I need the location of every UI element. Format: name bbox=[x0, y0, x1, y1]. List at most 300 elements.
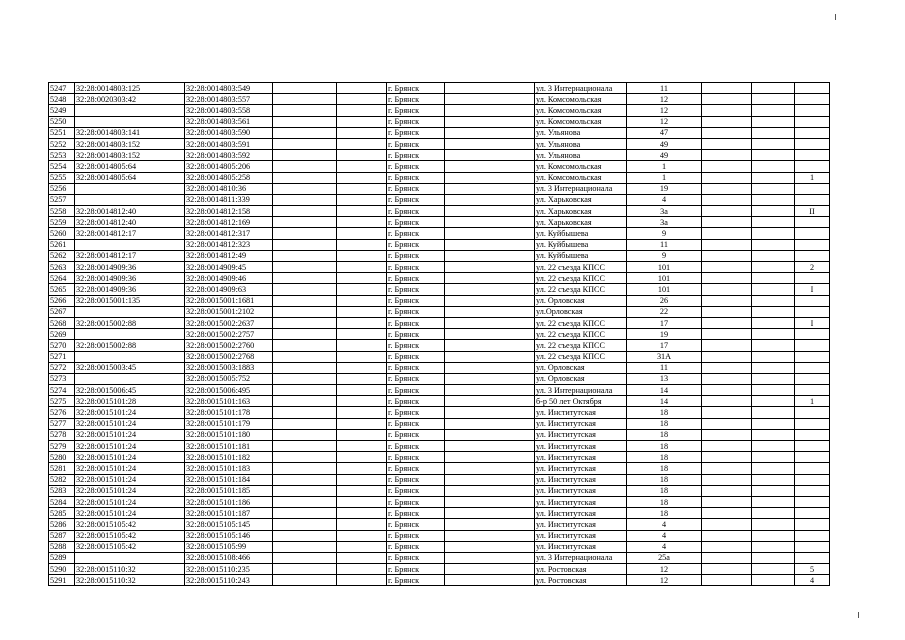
old-cadastral-number-cell: 32:28:0015101:24 bbox=[75, 407, 185, 418]
cadastral-number-cell: 32:28:0014805:258 bbox=[185, 172, 273, 183]
empty-cell bbox=[752, 552, 795, 563]
cadastral-number-cell: 32:28:0015002:2768 bbox=[185, 351, 273, 362]
city-cell: г. Брянск bbox=[387, 485, 445, 496]
empty-cell bbox=[337, 541, 387, 552]
street-cell: ул. 22 съезда КПСС bbox=[535, 329, 627, 340]
city-cell: г. Брянск bbox=[387, 329, 445, 340]
city-cell: г. Брянск bbox=[387, 496, 445, 507]
empty-cell bbox=[273, 407, 337, 418]
registry-table bbox=[48, 82, 830, 586]
table-row bbox=[49, 105, 830, 116]
table-row bbox=[49, 429, 830, 440]
cadastral-number-cell: 32:28:0015101:185 bbox=[185, 485, 273, 496]
empty-cell bbox=[702, 407, 752, 418]
city-cell: г. Брянск bbox=[387, 105, 445, 116]
cadastral-number-cell: 32:28:0015101:187 bbox=[185, 508, 273, 519]
street-cell: ул. Институтская bbox=[535, 418, 627, 429]
empty-cell bbox=[445, 452, 535, 463]
city-cell: г. Брянск bbox=[387, 127, 445, 138]
cadastral-number-cell: 32:28:0015101:184 bbox=[185, 474, 273, 485]
house-number-cell: 4 bbox=[627, 519, 702, 530]
cadastral-number-cell: 32:28:0015006:495 bbox=[185, 385, 273, 396]
cadastral-number-cell: 32:28:0014803:557 bbox=[185, 94, 273, 105]
empty-cell bbox=[702, 94, 752, 105]
street-cell: ул. Институтская bbox=[535, 463, 627, 474]
premises-number-cell bbox=[795, 228, 830, 239]
house-number-cell: 18 bbox=[627, 441, 702, 452]
premises-number-cell bbox=[795, 239, 830, 250]
empty-cell bbox=[273, 172, 337, 183]
empty-cell bbox=[337, 295, 387, 306]
street-cell: ул. Институтская bbox=[535, 496, 627, 507]
house-number-cell: 12 bbox=[627, 575, 702, 586]
house-number-cell: 18 bbox=[627, 407, 702, 418]
empty-cell bbox=[752, 541, 795, 552]
house-number-cell: 11 bbox=[627, 362, 702, 373]
street-cell: ул. Харьковская bbox=[535, 217, 627, 228]
city-cell: г. Брянск bbox=[387, 94, 445, 105]
empty-cell bbox=[273, 83, 337, 94]
empty-cell bbox=[273, 385, 337, 396]
empty-cell bbox=[273, 396, 337, 407]
empty-cell bbox=[273, 552, 337, 563]
empty-cell bbox=[445, 172, 535, 183]
table-row bbox=[49, 385, 830, 396]
house-number-cell: 14 bbox=[627, 385, 702, 396]
cadastral-number-cell: 32:28:0015005:752 bbox=[185, 373, 273, 384]
row-number-cell: 5256 bbox=[49, 183, 75, 194]
street-cell: ул. Институтская bbox=[535, 474, 627, 485]
empty-cell bbox=[752, 150, 795, 161]
cadastral-number-cell: 32:28:0015105:145 bbox=[185, 519, 273, 530]
premises-number-cell bbox=[795, 519, 830, 530]
old-cadastral-number-cell: 32:28:0014805:64 bbox=[75, 172, 185, 183]
empty-cell bbox=[337, 496, 387, 507]
empty-cell bbox=[337, 407, 387, 418]
premises-number-cell bbox=[795, 429, 830, 440]
empty-cell bbox=[273, 239, 337, 250]
empty-cell bbox=[752, 485, 795, 496]
row-number-cell: 5254 bbox=[49, 161, 75, 172]
row-number-cell: 5273 bbox=[49, 373, 75, 384]
empty-cell bbox=[445, 418, 535, 429]
empty-cell bbox=[337, 273, 387, 284]
house-number-cell: 101 bbox=[627, 284, 702, 295]
row-number-cell: 5270 bbox=[49, 340, 75, 351]
city-cell: г. Брянск bbox=[387, 284, 445, 295]
empty-cell bbox=[752, 138, 795, 149]
row-number-cell: 5286 bbox=[49, 519, 75, 530]
empty-cell bbox=[337, 217, 387, 228]
house-number-cell: 11 bbox=[627, 83, 702, 94]
empty-cell bbox=[702, 564, 752, 575]
cadastral-number-cell: 32:28:0014810:36 bbox=[185, 183, 273, 194]
old-cadastral-number-cell: 32:28:0015110:32 bbox=[75, 564, 185, 575]
street-cell: ул. 3 Интернационала bbox=[535, 83, 627, 94]
old-cadastral-number-cell: 32:28:0015002:88 bbox=[75, 340, 185, 351]
empty-cell bbox=[702, 452, 752, 463]
empty-cell bbox=[445, 519, 535, 530]
row-number-cell: 5276 bbox=[49, 407, 75, 418]
old-cadastral-number-cell: 32:28:0015002:88 bbox=[75, 317, 185, 328]
table-row bbox=[49, 508, 830, 519]
old-cadastral-number-cell: 32:28:0014909:36 bbox=[75, 273, 185, 284]
table-row bbox=[49, 183, 830, 194]
old-cadastral-number-cell: 32:28:0015003:45 bbox=[75, 362, 185, 373]
empty-cell bbox=[445, 150, 535, 161]
old-cadastral-number-cell: 32:28:0015101:24 bbox=[75, 429, 185, 440]
empty-cell bbox=[273, 127, 337, 138]
premises-number-cell bbox=[795, 194, 830, 205]
premises-number-cell: 1 bbox=[795, 396, 830, 407]
table-row bbox=[49, 83, 830, 94]
empty-cell bbox=[273, 541, 337, 552]
table-row bbox=[49, 418, 830, 429]
old-cadastral-number-cell: 32:28:0015101:24 bbox=[75, 452, 185, 463]
old-cadastral-number-cell bbox=[75, 183, 185, 194]
city-cell: г. Брянск bbox=[387, 194, 445, 205]
empty-cell bbox=[337, 463, 387, 474]
empty-cell bbox=[445, 217, 535, 228]
empty-cell bbox=[445, 373, 535, 384]
empty-cell bbox=[445, 552, 535, 563]
premises-number-cell bbox=[795, 485, 830, 496]
street-cell: ул. 22 съезда КПСС bbox=[535, 273, 627, 284]
empty-cell bbox=[337, 183, 387, 194]
empty-cell bbox=[702, 385, 752, 396]
city-cell: г. Брянск bbox=[387, 564, 445, 575]
street-cell: ул. Харьковская bbox=[535, 194, 627, 205]
old-cadastral-number-cell: 32:28:0015105:42 bbox=[75, 541, 185, 552]
empty-cell bbox=[273, 217, 337, 228]
empty-cell bbox=[445, 340, 535, 351]
empty-cell bbox=[273, 150, 337, 161]
table-row bbox=[49, 407, 830, 418]
empty-cell bbox=[752, 496, 795, 507]
scan-mark bbox=[835, 14, 836, 20]
cadastral-number-cell: 32:28:0015001:2102 bbox=[185, 306, 273, 317]
empty-cell bbox=[337, 575, 387, 586]
premises-number-cell bbox=[795, 329, 830, 340]
empty-cell bbox=[273, 105, 337, 116]
table-row bbox=[49, 317, 830, 328]
house-number-cell: 1 bbox=[627, 161, 702, 172]
empty-cell bbox=[702, 262, 752, 273]
old-cadastral-number-cell: 32:28:0014805:64 bbox=[75, 161, 185, 172]
cadastral-number-cell: 32:28:0015110:243 bbox=[185, 575, 273, 586]
premises-number-cell bbox=[795, 441, 830, 452]
empty-cell bbox=[752, 217, 795, 228]
city-cell: г. Брянск bbox=[387, 373, 445, 384]
house-number-cell: 3а bbox=[627, 217, 702, 228]
empty-cell bbox=[702, 362, 752, 373]
empty-cell bbox=[445, 508, 535, 519]
empty-cell bbox=[702, 217, 752, 228]
old-cadastral-number-cell: 32:28:0014812:17 bbox=[75, 228, 185, 239]
empty-cell bbox=[337, 228, 387, 239]
house-number-cell: 13 bbox=[627, 373, 702, 384]
empty-cell bbox=[273, 194, 337, 205]
empty-cell bbox=[702, 396, 752, 407]
old-cadastral-number-cell bbox=[75, 105, 185, 116]
empty-cell bbox=[752, 172, 795, 183]
empty-cell bbox=[337, 239, 387, 250]
empty-cell bbox=[702, 541, 752, 552]
table-row bbox=[49, 340, 830, 351]
premises-number-cell bbox=[795, 138, 830, 149]
house-number-cell: 18 bbox=[627, 463, 702, 474]
empty-cell bbox=[445, 564, 535, 575]
table-row bbox=[49, 541, 830, 552]
premises-number-cell: 2 bbox=[795, 262, 830, 273]
empty-cell bbox=[273, 463, 337, 474]
old-cadastral-number-cell: 32:28:0014803:125 bbox=[75, 83, 185, 94]
empty-cell bbox=[752, 239, 795, 250]
house-number-cell: 18 bbox=[627, 508, 702, 519]
empty-cell bbox=[273, 474, 337, 485]
empty-cell bbox=[445, 530, 535, 541]
empty-cell bbox=[445, 496, 535, 507]
empty-cell bbox=[273, 496, 337, 507]
table-row bbox=[49, 172, 830, 183]
empty-cell bbox=[752, 441, 795, 452]
empty-cell bbox=[752, 452, 795, 463]
row-number-cell: 5251 bbox=[49, 127, 75, 138]
empty-cell bbox=[702, 284, 752, 295]
city-cell: г. Брянск bbox=[387, 138, 445, 149]
city-cell: г. Брянск bbox=[387, 418, 445, 429]
row-number-cell: 5247 bbox=[49, 83, 75, 94]
table-row bbox=[49, 463, 830, 474]
premises-number-cell bbox=[795, 351, 830, 362]
empty-cell bbox=[702, 519, 752, 530]
table-row bbox=[49, 564, 830, 575]
empty-cell bbox=[752, 362, 795, 373]
street-cell: ул. 3 Интернационала bbox=[535, 552, 627, 563]
premises-number-cell bbox=[795, 373, 830, 384]
empty-cell bbox=[445, 474, 535, 485]
row-number-cell: 5288 bbox=[49, 541, 75, 552]
empty-cell bbox=[337, 127, 387, 138]
table-row bbox=[49, 373, 830, 384]
empty-cell bbox=[273, 340, 337, 351]
empty-cell bbox=[752, 105, 795, 116]
house-number-cell: 19 bbox=[627, 183, 702, 194]
row-number-cell: 5267 bbox=[49, 306, 75, 317]
empty-cell bbox=[445, 429, 535, 440]
old-cadastral-number-cell: 32:28:0015001:135 bbox=[75, 295, 185, 306]
empty-cell bbox=[273, 183, 337, 194]
empty-cell bbox=[445, 83, 535, 94]
cadastral-number-cell: 32:28:0014909:63 bbox=[185, 284, 273, 295]
old-cadastral-number-cell: 32:28:0014812:40 bbox=[75, 217, 185, 228]
row-number-cell: 5255 bbox=[49, 172, 75, 183]
premises-number-cell bbox=[795, 474, 830, 485]
empty-cell bbox=[752, 161, 795, 172]
empty-cell bbox=[273, 138, 337, 149]
house-number-cell: 25а bbox=[627, 552, 702, 563]
empty-cell bbox=[273, 351, 337, 362]
city-cell: г. Брянск bbox=[387, 552, 445, 563]
old-cadastral-number-cell: 32:28:0014812:40 bbox=[75, 206, 185, 217]
premises-number-cell bbox=[795, 541, 830, 552]
old-cadastral-number-cell: 32:28:0015110:32 bbox=[75, 575, 185, 586]
empty-cell bbox=[445, 161, 535, 172]
city-cell: г. Брянск bbox=[387, 150, 445, 161]
cadastral-number-cell: 32:28:0015101:178 bbox=[185, 407, 273, 418]
empty-cell bbox=[752, 575, 795, 586]
empty-cell bbox=[337, 83, 387, 94]
row-number-cell: 5263 bbox=[49, 262, 75, 273]
street-cell: б-р 50 лет Октября bbox=[535, 396, 627, 407]
street-cell: ул. Институтская bbox=[535, 441, 627, 452]
empty-cell bbox=[337, 508, 387, 519]
empty-cell bbox=[702, 83, 752, 94]
empty-cell bbox=[752, 306, 795, 317]
empty-cell bbox=[702, 329, 752, 340]
empty-cell bbox=[445, 138, 535, 149]
cadastral-number-cell: 32:28:0014803:591 bbox=[185, 138, 273, 149]
premises-number-cell bbox=[795, 295, 830, 306]
house-number-cell: 12 bbox=[627, 105, 702, 116]
empty-cell bbox=[273, 250, 337, 261]
old-cadastral-number-cell bbox=[75, 194, 185, 205]
empty-cell bbox=[702, 474, 752, 485]
old-cadastral-number-cell: 32:28:0020303:42 bbox=[75, 94, 185, 105]
street-cell: ул. Куйбышева bbox=[535, 250, 627, 261]
old-cadastral-number-cell: 32:28:0014803:141 bbox=[75, 127, 185, 138]
premises-number-cell bbox=[795, 496, 830, 507]
table-row bbox=[49, 452, 830, 463]
table-row bbox=[49, 351, 830, 362]
empty-cell bbox=[752, 373, 795, 384]
empty-cell bbox=[337, 340, 387, 351]
row-number-cell: 5253 bbox=[49, 150, 75, 161]
house-number-cell: 9 bbox=[627, 250, 702, 261]
house-number-cell: 101 bbox=[627, 273, 702, 284]
street-cell: ул. Комсомольская bbox=[535, 161, 627, 172]
cadastral-number-cell: 32:28:0014909:46 bbox=[185, 273, 273, 284]
row-number-cell: 5258 bbox=[49, 206, 75, 217]
empty-cell bbox=[273, 564, 337, 575]
empty-cell bbox=[337, 564, 387, 575]
empty-cell bbox=[337, 530, 387, 541]
empty-cell bbox=[273, 441, 337, 452]
street-cell: ул. 22 съезда КПСС bbox=[535, 340, 627, 351]
empty-cell bbox=[337, 418, 387, 429]
premises-number-cell bbox=[795, 161, 830, 172]
street-cell: ул. Ульянова bbox=[535, 138, 627, 149]
empty-cell bbox=[702, 194, 752, 205]
empty-cell bbox=[337, 284, 387, 295]
empty-cell bbox=[702, 250, 752, 261]
table-row bbox=[49, 239, 830, 250]
street-cell: ул. Орловская bbox=[535, 295, 627, 306]
table-row bbox=[49, 161, 830, 172]
empty-cell bbox=[445, 284, 535, 295]
empty-cell bbox=[752, 530, 795, 541]
street-cell: ул. Институтская bbox=[535, 429, 627, 440]
premises-number-cell bbox=[795, 105, 830, 116]
cadastral-number-cell: 32:28:0014812:323 bbox=[185, 239, 273, 250]
cadastral-number-cell: 32:28:0015003:1883 bbox=[185, 362, 273, 373]
table-row bbox=[49, 474, 830, 485]
empty-cell bbox=[752, 262, 795, 273]
table-row bbox=[49, 262, 830, 273]
table-row bbox=[49, 250, 830, 261]
house-number-cell: 11 bbox=[627, 239, 702, 250]
empty-cell bbox=[702, 463, 752, 474]
premises-number-cell bbox=[795, 452, 830, 463]
house-number-cell: 49 bbox=[627, 150, 702, 161]
empty-cell bbox=[273, 575, 337, 586]
empty-cell bbox=[273, 116, 337, 127]
empty-cell bbox=[273, 273, 337, 284]
table-row bbox=[49, 519, 830, 530]
empty-cell bbox=[337, 194, 387, 205]
empty-cell bbox=[445, 295, 535, 306]
cadastral-number-cell: 32:28:0014803:561 bbox=[185, 116, 273, 127]
house-number-cell: 18 bbox=[627, 485, 702, 496]
empty-cell bbox=[273, 329, 337, 340]
house-number-cell: 14 bbox=[627, 396, 702, 407]
empty-cell bbox=[752, 206, 795, 217]
street-cell: ул. Институтская bbox=[535, 530, 627, 541]
scan-mark bbox=[858, 612, 859, 618]
premises-number-cell bbox=[795, 273, 830, 284]
empty-cell bbox=[445, 239, 535, 250]
table-row bbox=[49, 228, 830, 239]
table-row bbox=[49, 441, 830, 452]
premises-number-cell bbox=[795, 508, 830, 519]
cadastral-number-cell: 32:28:0015101:183 bbox=[185, 463, 273, 474]
cadastral-number-cell: 32:28:0015002:2757 bbox=[185, 329, 273, 340]
empty-cell bbox=[445, 206, 535, 217]
street-cell: ул. Институтская bbox=[535, 452, 627, 463]
empty-cell bbox=[752, 250, 795, 261]
house-number-cell: 9 bbox=[627, 228, 702, 239]
street-cell: ул. Орловская bbox=[535, 362, 627, 373]
city-cell: г. Брянск bbox=[387, 385, 445, 396]
empty-cell bbox=[337, 262, 387, 273]
city-cell: г. Брянск bbox=[387, 161, 445, 172]
empty-cell bbox=[337, 116, 387, 127]
empty-cell bbox=[702, 228, 752, 239]
empty-cell bbox=[337, 373, 387, 384]
table-row bbox=[49, 273, 830, 284]
row-number-cell: 5272 bbox=[49, 362, 75, 373]
cadastral-number-cell: 32:28:0015101:181 bbox=[185, 441, 273, 452]
premises-number-cell bbox=[795, 250, 830, 261]
empty-cell bbox=[337, 429, 387, 440]
empty-cell bbox=[337, 206, 387, 217]
old-cadastral-number-cell bbox=[75, 329, 185, 340]
empty-cell bbox=[273, 161, 337, 172]
city-cell: г. Брянск bbox=[387, 295, 445, 306]
row-number-cell: 5289 bbox=[49, 552, 75, 563]
house-number-cell: 4 bbox=[627, 194, 702, 205]
empty-cell bbox=[445, 228, 535, 239]
premises-number-cell bbox=[795, 552, 830, 563]
row-number-cell: 5277 bbox=[49, 418, 75, 429]
city-cell: г. Брянск bbox=[387, 463, 445, 474]
old-cadastral-number-cell: 32:28:0015101:24 bbox=[75, 474, 185, 485]
empty-cell bbox=[702, 239, 752, 250]
empty-cell bbox=[337, 519, 387, 530]
empty-cell bbox=[337, 306, 387, 317]
premises-number-cell bbox=[795, 83, 830, 94]
empty-cell bbox=[273, 362, 337, 373]
